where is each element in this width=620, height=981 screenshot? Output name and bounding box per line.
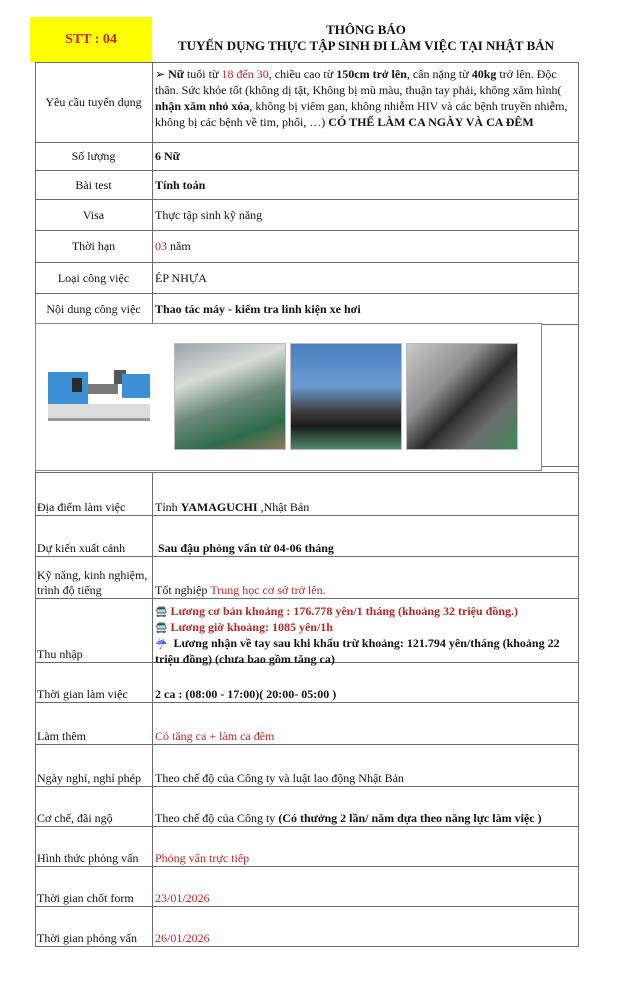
interview-date-label: Thời gian phỏng vấn (37, 931, 137, 945)
text: Tốt nghiệp (155, 583, 211, 597)
injection-machine-image (44, 366, 154, 426)
benefits-label: Cơ chế, đãi ngộ (37, 811, 113, 825)
departure-label: Dự kiến xuất cảnh (37, 541, 126, 555)
gender-text: Nữ (168, 67, 184, 81)
bus-icon: 🚍 (155, 607, 168, 618)
title-line-2: TUYỂN DỤNG THỰC TẬP SINH ĐI LÀM VIỆC TẠI NHẬT BẢN (177, 38, 555, 53)
assembly-line-image (174, 343, 286, 450)
injection-machine-icon (44, 366, 154, 426)
location-label: Địa điểm làm việc (37, 500, 126, 514)
interview-type-label: Hình thức phỏng vấn (37, 851, 139, 865)
text: , cân nặng từ (406, 67, 472, 81)
umbrella-icon: ☔ (155, 639, 168, 650)
skills-label: Kỹ năng, kinh nghiệm, trình độ tiếng (37, 568, 148, 597)
bus-icon: 🚍 (155, 623, 168, 634)
duration-number: 03 (155, 239, 167, 253)
title-line-1: THÔNG BÁO (326, 22, 406, 37)
robot-arm-image (290, 343, 402, 450)
weight-requirement: 40kg (471, 67, 497, 81)
row-line (542, 324, 579, 325)
duration-value (155, 231, 575, 262)
text: Theo chế độ của Công ty (155, 811, 279, 825)
bullet-icon: ➢ (155, 67, 166, 81)
stt-badge: STT : 04 (30, 17, 152, 62)
test-value: Tính toán (155, 177, 206, 192)
days-off-label: Ngày nghỉ, nghỉ phép (37, 771, 141, 785)
income-value (155, 604, 575, 667)
net-salary-text: Lương nhận về tay sau khi khấu trừ khoảng: 121.794 yên/tháng (khoảng 22 triệu đồng) (chưa bao gồm tăng ca) (155, 636, 560, 666)
text: Tỉnh (155, 500, 181, 514)
text: ,Nhật Bản (257, 500, 310, 514)
benefits-value (155, 787, 575, 827)
duration-label: Thời hạn (71, 239, 116, 253)
location-value (155, 473, 575, 516)
quantity-value: 6 Nữ (155, 149, 180, 163)
hourly-wage-text: Lương giờ khoảng: 1085 yên/1h (170, 620, 333, 634)
job-content-value: Thao tác máy - kiểm tra linh kiện xe hơi (155, 301, 361, 316)
height-requirement: 150cm trở lên (336, 67, 407, 81)
bonus-note: (Có thưởng 2 lần/ năm dựa theo năng lực làm việc ) (278, 811, 542, 825)
test-label: Bài test (75, 177, 112, 192)
duration-unit: năm (167, 239, 191, 253)
shift-note: CÓ THỂ LÀM CA NGÀY VÀ CA ĐÊM (328, 115, 534, 129)
text: , không bị viêm gan, không nhiễm HIV và các bệnh truyền nhiễm, không bị các bệnh về tim, phổi, …) (155, 99, 568, 129)
departure-value: Sau đậu phỏng vấn từ 04-06 tháng (158, 541, 334, 555)
work-time-value: 2 ca : (08:00 - 17:00)( 20:00- 05:00 ) (155, 687, 337, 701)
overtime-label: Làm thêm (37, 729, 86, 743)
text: , chiều cao từ (268, 67, 337, 81)
form-deadline-value: 23/01/2026 (155, 891, 210, 905)
table-border-left-bottom (35, 467, 36, 947)
quantity-label: Số lượng (71, 149, 116, 163)
column-divider-bottom (152, 472, 153, 947)
row-line (542, 466, 579, 467)
days-off-value: Theo chế độ của Công ty và luật lao động Nhật Bản (155, 771, 404, 785)
interview-type-value: Phỏng vấn trực tiếp (155, 851, 250, 865)
base-salary-text: Lương cơ bản khoảng : 176.778 yên/1 tháng (khoảng 32 triệu đồng.) (170, 604, 519, 618)
photo-strip (35, 323, 542, 471)
hourly-wage (155, 620, 575, 636)
worker-inspection-image (406, 343, 518, 450)
skills-value (155, 557, 575, 599)
job-type-label: Loại công việc (57, 270, 130, 285)
visa-label: Visa (82, 207, 105, 222)
text: tuổi từ (183, 67, 222, 81)
requirements-label: Yêu cầu tuyển dụng (45, 95, 142, 109)
tattoo-note: nhận xăm nhỏ xóa (155, 99, 250, 113)
base-salary (155, 604, 575, 620)
overtime-value: Có tăng ca + làm ca đêm (155, 729, 275, 743)
education-requirement: Trung học cơ sở trở lên. (210, 583, 326, 597)
age-range: 18 đến 30 (221, 67, 269, 81)
income-label: Thu nhập (37, 647, 83, 661)
job-content-label: Nội dung công việc (46, 301, 141, 316)
job-type-value: ÉP NHỰA (155, 270, 207, 285)
visa-value: Thực tập sinh kỹ năng (155, 207, 263, 222)
form-deadline-label: Thời gian chốt form (37, 891, 134, 905)
page-title (152, 22, 580, 54)
interview-date-value: 26/01/2026 (155, 931, 210, 945)
work-time-label: Thời gian làm việc (37, 687, 128, 701)
text: trở lên. Độc thân. Sức khỏe tốt (không dị tật, Không bị mù màu, thuận tay phải, không xăm hình( (155, 67, 562, 97)
table-border-right (578, 62, 579, 947)
column-divider-top (152, 62, 153, 324)
province-name: YAMAGUCHI (180, 500, 258, 514)
requirements-value (155, 66, 575, 130)
